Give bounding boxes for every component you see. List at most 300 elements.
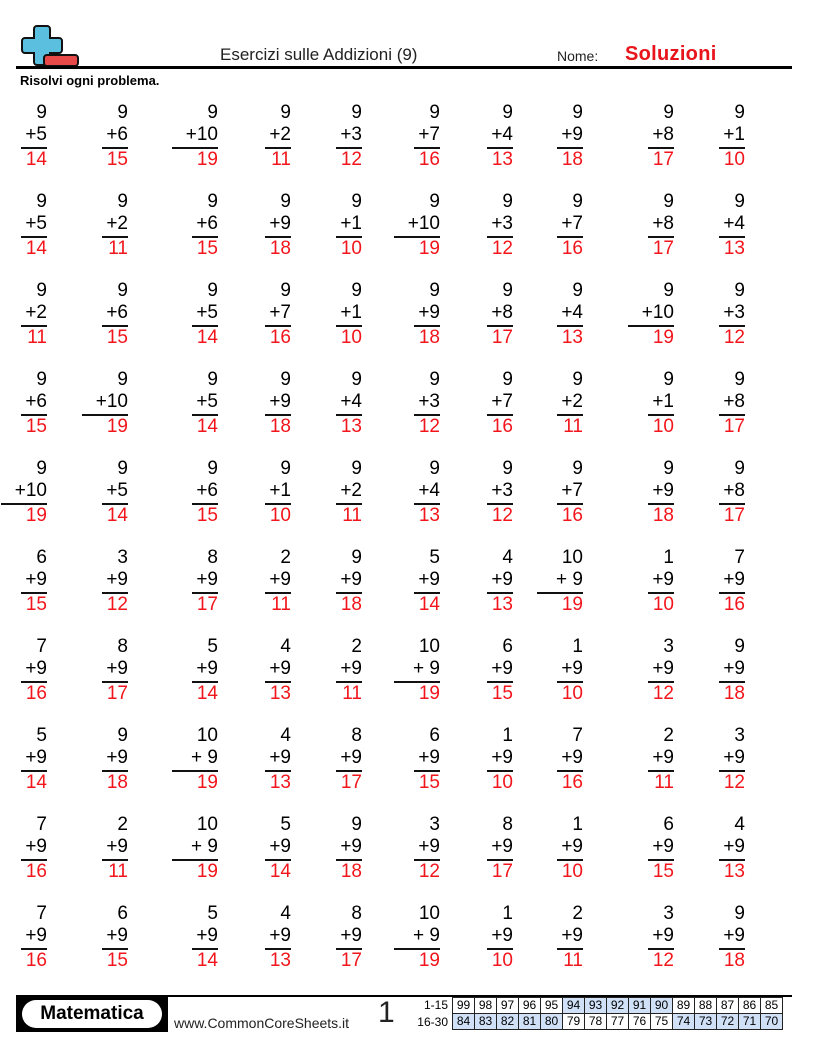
problem: [487, 725, 513, 794]
top-operand: 9: [351, 102, 362, 123]
bottom-operand: +9: [269, 925, 291, 946]
answer: 13: [723, 861, 745, 882]
bottom-operand: +8: [652, 213, 674, 234]
bottom-operand: +9: [723, 925, 745, 946]
answer: 19: [652, 327, 674, 348]
score-cell: 74: [673, 1014, 695, 1030]
top-operand: 5: [36, 725, 47, 746]
bottom-operand: +5: [25, 124, 47, 145]
bottom-operand: +9: [269, 569, 291, 590]
bottom-operand: +5: [196, 391, 218, 412]
problem: [557, 903, 583, 972]
answer: 18: [340, 861, 362, 882]
answer: 19: [196, 149, 218, 170]
answer: 17: [196, 594, 218, 615]
bottom-operand: +9: [340, 925, 362, 946]
problem: [648, 191, 674, 260]
score-cell: 70: [761, 1014, 783, 1030]
score-cell: 99: [453, 998, 475, 1014]
answer: 10: [561, 861, 583, 882]
problem: [394, 636, 440, 705]
bottom-operand: +9: [269, 391, 291, 412]
top-operand: 9: [429, 280, 440, 301]
answer: 14: [25, 238, 47, 259]
problem: [648, 814, 674, 883]
bottom-operand: +10: [95, 391, 128, 412]
top-operand: 9: [36, 102, 47, 123]
top-operand: 9: [36, 458, 47, 479]
problem: [265, 725, 291, 794]
bottom-operand: +7: [561, 213, 583, 234]
problem: [557, 458, 583, 527]
bottom-operand: +9: [25, 658, 47, 679]
problem: [336, 547, 362, 616]
score-row-label: 16-30: [417, 1015, 448, 1029]
bottom-operand: +6: [106, 124, 128, 145]
bottom-operand: +9: [269, 213, 291, 234]
answer: 13: [269, 950, 291, 971]
answer: 19: [418, 950, 440, 971]
problem: [102, 636, 128, 705]
answer: 11: [271, 149, 291, 170]
top-operand: 4: [280, 636, 291, 657]
top-operand: 1: [663, 547, 674, 568]
problem: [336, 636, 362, 705]
problem: [265, 636, 291, 705]
problem: [719, 280, 745, 349]
bottom-operand: +9: [196, 569, 218, 590]
answer: 13: [269, 683, 291, 704]
score-row: [453, 998, 783, 1014]
answer: 12: [491, 238, 513, 259]
bottom-operand: +9: [196, 658, 218, 679]
problem: [487, 814, 513, 883]
top-operand: 9: [351, 458, 362, 479]
bottom-operand: +10: [14, 480, 47, 501]
bottom-operand: +9: [561, 747, 583, 768]
answer: 17: [652, 238, 674, 259]
answer: 11: [563, 950, 583, 971]
problem: [192, 369, 218, 438]
problem: [648, 636, 674, 705]
problem: [414, 458, 440, 527]
top-operand: 9: [734, 458, 745, 479]
answer: 14: [418, 594, 440, 615]
score-cell: 91: [629, 998, 651, 1014]
problem: [172, 725, 218, 794]
problem: [265, 191, 291, 260]
top-operand: 6: [502, 636, 513, 657]
answer: 15: [106, 149, 128, 170]
problem: [192, 458, 218, 527]
answer: 17: [491, 327, 513, 348]
top-operand: 9: [117, 369, 128, 390]
answer: 11: [271, 594, 291, 615]
top-operand: 4: [502, 547, 513, 568]
answer: 12: [723, 327, 745, 348]
bottom-operand: +9: [491, 658, 513, 679]
score-cell: 71: [739, 1014, 761, 1030]
answer: 11: [342, 505, 362, 526]
bottom-operand: +1: [340, 302, 362, 323]
score-cell: 94: [563, 998, 585, 1014]
top-operand: 10: [196, 814, 218, 835]
bottom-operand: +9: [418, 836, 440, 857]
answer: 14: [106, 505, 128, 526]
top-operand: 9: [663, 369, 674, 390]
answer: 12: [491, 505, 513, 526]
top-operand: 9: [280, 369, 291, 390]
top-operand: 9: [502, 458, 513, 479]
top-operand: 9: [502, 280, 513, 301]
problem: [265, 547, 291, 616]
bottom-operand: +9: [723, 836, 745, 857]
top-operand: 9: [351, 369, 362, 390]
problem: [487, 191, 513, 260]
problem: [414, 725, 440, 794]
problem: [21, 903, 47, 972]
answer: 14: [196, 683, 218, 704]
problem: [414, 814, 440, 883]
bottom-operand: +9: [652, 836, 674, 857]
top-operand: 7: [36, 636, 47, 657]
top-operand: 9: [502, 191, 513, 212]
score-cell: 81: [519, 1014, 541, 1030]
problem: [102, 903, 128, 972]
top-operand: 9: [734, 369, 745, 390]
top-operand: 9: [734, 102, 745, 123]
bottom-operand: + 9: [556, 569, 583, 590]
problem: [648, 547, 674, 616]
problem: [557, 191, 583, 260]
top-operand: 5: [207, 636, 218, 657]
top-operand: 9: [207, 102, 218, 123]
top-operand: 4: [734, 814, 745, 835]
answer: 19: [418, 683, 440, 704]
answer: 17: [491, 861, 513, 882]
answer: 10: [340, 327, 362, 348]
score-cell: 84: [453, 1014, 475, 1030]
answer: 15: [196, 505, 218, 526]
problem: [265, 102, 291, 171]
problem: [192, 280, 218, 349]
problem: [1, 458, 47, 527]
answer: 17: [723, 505, 745, 526]
top-operand: 2: [663, 725, 674, 746]
top-operand: 9: [117, 725, 128, 746]
top-operand: 5: [280, 814, 291, 835]
problem: [82, 369, 128, 438]
page-number: 1: [378, 996, 395, 1029]
bottom-operand: +6: [196, 480, 218, 501]
problem: [192, 903, 218, 972]
problem: [537, 547, 583, 616]
score-cell: 96: [519, 998, 541, 1014]
name-label: Nome:: [557, 48, 599, 64]
answer: 12: [340, 149, 362, 170]
problem: [648, 903, 674, 972]
top-operand: 9: [351, 191, 362, 212]
problem: [414, 369, 440, 438]
top-operand: 9: [117, 458, 128, 479]
answer: 17: [340, 950, 362, 971]
bottom-operand: +2: [106, 213, 128, 234]
bottom-operand: +3: [418, 391, 440, 412]
answer: 16: [561, 505, 583, 526]
problem: [487, 280, 513, 349]
top-operand: 4: [280, 725, 291, 746]
problem: [21, 814, 47, 883]
top-operand: 9: [280, 458, 291, 479]
top-operand: 9: [280, 191, 291, 212]
problem: [336, 280, 362, 349]
bottom-operand: +10: [407, 213, 440, 234]
bottom-operand: +8: [723, 391, 745, 412]
answer: 14: [196, 416, 218, 437]
problem: [648, 458, 674, 527]
score-cell: 85: [761, 998, 783, 1014]
problem: [487, 102, 513, 171]
top-operand: 9: [36, 369, 47, 390]
top-operand: 8: [502, 814, 513, 835]
answer: 19: [25, 505, 47, 526]
bottom-operand: +9: [340, 658, 362, 679]
answer: 12: [652, 683, 674, 704]
problem: [487, 369, 513, 438]
top-operand: 3: [429, 814, 440, 835]
problem: [336, 191, 362, 260]
bottom-operand: +8: [723, 480, 745, 501]
problem: [394, 903, 440, 972]
answer: 15: [106, 950, 128, 971]
bottom-operand: +9: [561, 836, 583, 857]
top-operand: 9: [429, 191, 440, 212]
bottom-operand: +9: [196, 925, 218, 946]
top-operand: 4: [280, 903, 291, 924]
problem: [719, 725, 745, 794]
top-operand: 9: [207, 458, 218, 479]
problem: [336, 102, 362, 171]
bottom-operand: +9: [418, 302, 440, 323]
problem: [172, 814, 218, 883]
bottom-operand: +4: [418, 480, 440, 501]
top-operand: 6: [36, 547, 47, 568]
answer: 12: [106, 594, 128, 615]
answer: 14: [196, 327, 218, 348]
problem: [557, 369, 583, 438]
bottom-operand: +2: [561, 391, 583, 412]
problem: [102, 191, 128, 260]
bottom-operand: +3: [340, 124, 362, 145]
score-cell: 82: [497, 1014, 519, 1030]
answer: 11: [108, 861, 128, 882]
problem: [265, 280, 291, 349]
bottom-operand: +9: [418, 569, 440, 590]
score-row: [453, 1014, 783, 1030]
answer: 16: [723, 594, 745, 615]
answer: 12: [418, 861, 440, 882]
top-operand: 9: [36, 280, 47, 301]
top-operand: 2: [351, 636, 362, 657]
worksheet-title: Esercizi sulle Addizioni (9): [220, 45, 418, 64]
top-operand: 9: [117, 280, 128, 301]
score-cell: 76: [629, 1014, 651, 1030]
bottom-operand: +1: [269, 480, 291, 501]
bottom-operand: +9: [418, 747, 440, 768]
top-operand: 2: [117, 814, 128, 835]
bottom-operand: +9: [652, 925, 674, 946]
score-cell: 98: [475, 998, 497, 1014]
top-operand: 10: [418, 636, 440, 657]
bottom-operand: +9: [269, 658, 291, 679]
bottom-operand: +9: [723, 569, 745, 590]
answer: 11: [108, 238, 128, 259]
answer: 18: [106, 772, 128, 793]
problem: [719, 458, 745, 527]
top-operand: 8: [351, 903, 362, 924]
brand-label: Matematica: [22, 1000, 162, 1028]
answer: 14: [25, 149, 47, 170]
bottom-operand: +9: [561, 124, 583, 145]
top-operand: 9: [734, 280, 745, 301]
bottom-operand: +9: [340, 747, 362, 768]
score-cell: 86: [739, 998, 761, 1014]
top-operand: 9: [572, 280, 583, 301]
top-operand: 9: [663, 191, 674, 212]
score-cell: 88: [695, 998, 717, 1014]
name-value: Soluzioni: [625, 43, 717, 65]
answer: 15: [196, 238, 218, 259]
answer: 16: [269, 327, 291, 348]
answer: 17: [340, 772, 362, 793]
answer: 10: [561, 683, 583, 704]
problem: [265, 903, 291, 972]
problem: [192, 191, 218, 260]
answer: 13: [491, 594, 513, 615]
problem: [557, 814, 583, 883]
score-cell: 80: [541, 1014, 563, 1030]
problem: [487, 903, 513, 972]
bottom-operand: +1: [723, 124, 745, 145]
problem: [719, 102, 745, 171]
top-operand: 1: [502, 903, 513, 924]
problem: [21, 191, 47, 260]
problem: [557, 280, 583, 349]
bottom-operand: +4: [723, 213, 745, 234]
top-operand: 9: [572, 102, 583, 123]
bottom-operand: +9: [25, 569, 47, 590]
score-cell: 77: [607, 1014, 629, 1030]
problem: [557, 636, 583, 705]
answer: 14: [269, 861, 291, 882]
answer: 16: [25, 950, 47, 971]
bottom-operand: +6: [106, 302, 128, 323]
problem: [648, 369, 674, 438]
answer: 12: [418, 416, 440, 437]
answer: 18: [652, 505, 674, 526]
answer: 18: [723, 683, 745, 704]
problem: [265, 458, 291, 527]
problem: [265, 369, 291, 438]
score-cell: 73: [695, 1014, 717, 1030]
bottom-operand: +5: [106, 480, 128, 501]
bottom-operand: +9: [652, 747, 674, 768]
bottom-operand: +7: [561, 480, 583, 501]
answer: 18: [340, 594, 362, 615]
problem: [102, 547, 128, 616]
score-cell: 92: [607, 998, 629, 1014]
answer: 11: [654, 772, 674, 793]
answer: 18: [418, 327, 440, 348]
answer: 18: [561, 149, 583, 170]
answer: 19: [106, 416, 128, 437]
problem: [414, 547, 440, 616]
answer: 10: [491, 950, 513, 971]
score-cell: 75: [651, 1014, 673, 1030]
plus-minus-logo-icon: [20, 24, 80, 68]
answer: 16: [491, 416, 513, 437]
score-cell: 72: [717, 1014, 739, 1030]
top-operand: 9: [734, 191, 745, 212]
bottom-operand: +1: [652, 391, 674, 412]
bottom-operand: +9: [652, 658, 674, 679]
bottom-operand: +9: [491, 925, 513, 946]
score-cell: 79: [563, 1014, 585, 1030]
top-operand: 9: [207, 280, 218, 301]
bottom-operand: +8: [652, 124, 674, 145]
bottom-operand: +3: [491, 213, 513, 234]
problem: [719, 547, 745, 616]
bottom-operand: +6: [196, 213, 218, 234]
problem: [21, 725, 47, 794]
bottom-operand: +1: [340, 213, 362, 234]
top-operand: 9: [351, 814, 362, 835]
bottom-operand: +9: [106, 569, 128, 590]
top-operand: 8: [117, 636, 128, 657]
problem: [336, 903, 362, 972]
problem: [102, 814, 128, 883]
problem: [336, 458, 362, 527]
answer: 15: [652, 861, 674, 882]
score-cell: 90: [651, 998, 673, 1014]
top-operand: 9: [572, 369, 583, 390]
answer: 17: [106, 683, 128, 704]
problem: [21, 280, 47, 349]
answer: 10: [652, 416, 674, 437]
answer: 10: [340, 238, 362, 259]
bottom-operand: + 9: [413, 925, 440, 946]
answer: 10: [491, 772, 513, 793]
score-row-label: 1-15: [423, 998, 448, 1012]
bottom-operand: +4: [491, 124, 513, 145]
top-operand: 2: [572, 903, 583, 924]
answer: 13: [723, 238, 745, 259]
answer: 13: [340, 416, 362, 437]
answer: 10: [652, 594, 674, 615]
top-operand: 9: [502, 102, 513, 123]
top-operand: 9: [207, 369, 218, 390]
bottom-operand: +3: [723, 302, 745, 323]
problem: [102, 102, 128, 171]
top-operand: 9: [572, 458, 583, 479]
answer: 16: [561, 238, 583, 259]
problem: [487, 636, 513, 705]
answer: 17: [652, 149, 674, 170]
bottom-operand: +9: [25, 836, 47, 857]
bottom-operand: +9: [652, 480, 674, 501]
problem: [719, 191, 745, 260]
problem: [648, 102, 674, 171]
